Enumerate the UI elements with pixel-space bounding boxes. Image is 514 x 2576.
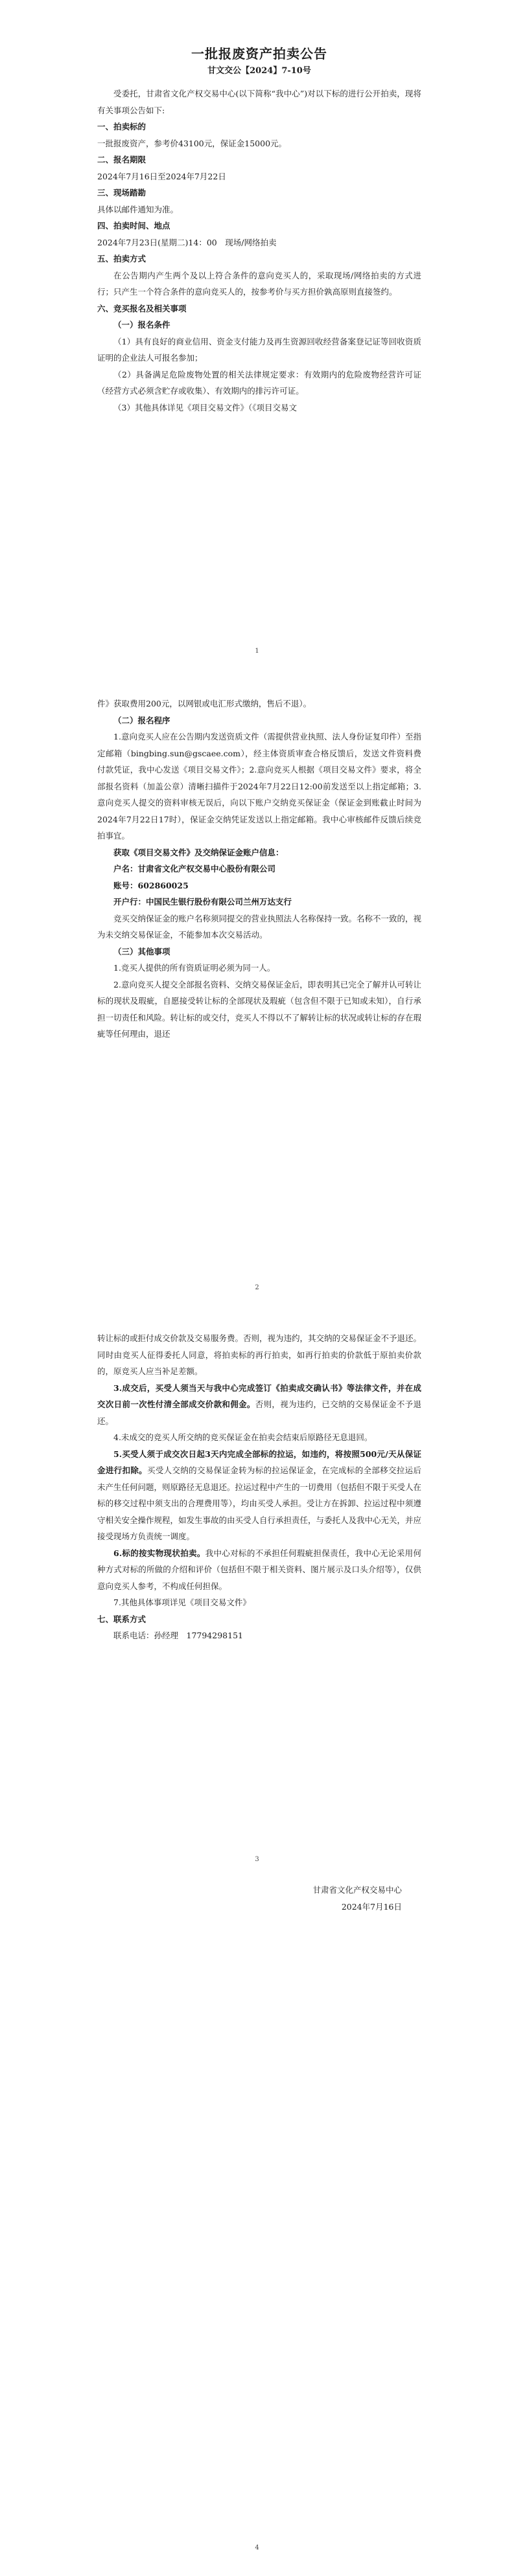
condition-3-continued: 件》获取费用200元，以网银或电汇形式缴纳，售后不退）。 bbox=[97, 699, 312, 708]
page-1 bbox=[0, 0, 514, 692]
signature-block bbox=[97, 1882, 421, 1915]
section-2-text: 2024年7月16日至2024年7月22日 bbox=[97, 171, 226, 181]
page-2 bbox=[0, 692, 514, 1325]
other-item-3-rest: 否则，视为违约，已交纳的交易保证金不予退还。 bbox=[97, 1399, 421, 1426]
page-1-content bbox=[97, 0, 421, 416]
page-4 bbox=[0, 1960, 514, 2576]
page-3 bbox=[0, 1325, 514, 1960]
section-7-heading: 七、联系方式 bbox=[97, 1614, 146, 1624]
other-item-4: 4.未成交的竞买人所交纳的竞买保证金在拍卖会结束后原路径无息退回。 bbox=[113, 1432, 373, 1442]
condition-2: （2）具备满足危险废物处置的相关法律规定要求：有效期内的危险废物经营许可证（经营方式必须含贮存或收集）、有效期内的排污许可证。 bbox=[97, 369, 421, 396]
page-number: 2 bbox=[255, 1284, 259, 1291]
section-1-text: 一批报废资产，参考价43100元，保证金15000元。 bbox=[97, 138, 287, 148]
subsection-2-heading: （二）报名程序 bbox=[113, 715, 170, 725]
subsection-1-heading: （一）报名条件 bbox=[113, 320, 170, 330]
registration-procedure: 1.意向竞买人应在公告期内发送资质文件（需提供营业执照、法人身份证复印件）至指定邮箱（bingbing.sun@gscaee.com），经主体资质审查合格反馈后，发送文件资料费付款凭证，我中心发送《项目交易文件》；2.意向竞买人根据《项目交易文件》要求，将全部报名资料（加盖公章）清晰扫描件于2024年7月22日12:00前发送至以上指定邮箱；3.意向竞买人提交的资料审核无误后，向以下账户交纳竞买保证金（保证金到账截止时间为2024年7月22日17时），保证金交纳凭证发送以上指定邮箱。我中心审核邮件反馈后续竞拍事宜。 bbox=[97, 732, 421, 841]
other-item-3-bold: 3.成交后，买受人须当天与我中心完成签订《拍卖成交确认书》等法律文件，并在成交次日前一次性付清全部成交价款和佣金。 bbox=[97, 1383, 421, 1409]
page-2-content bbox=[97, 695, 421, 1043]
section-5-heading: 五、拍卖方式 bbox=[97, 254, 146, 264]
page-number: 1 bbox=[255, 648, 259, 655]
account-name: 户名：甘肃省文化产权交易中心股份有限公司 bbox=[113, 864, 276, 874]
section-2-heading: 二、报名期限 bbox=[97, 155, 146, 164]
other-item-3 bbox=[97, 1380, 421, 1430]
other-item-5-bold: 5.买受人须于成交次日起3天内完成全部标的拉运，如违约，将按照500元/天从保证金进行扣除。 bbox=[97, 1449, 421, 1475]
account-bank: 开户行：中国民生银行股份有限公司兰州万达支行 bbox=[113, 897, 292, 907]
condition-3: （3）其他具体详见《项目交易文件》（《项目交易文 bbox=[113, 402, 297, 412]
account-info-heading: 获取《项目交易文件》及交纳保证金账户信息： bbox=[113, 847, 284, 857]
other-item-2-continued: 转让标的或拒付成交价款及交易服务费。否则，视为违约，其交纳的交易保证金不予退还。同时由竞买人征得委托人同意，将拍卖标的再行拍卖，如再行拍卖的价款低于原拍卖价款的，原竞买人应当补足差额。 bbox=[97, 1333, 422, 1376]
page-3-content bbox=[97, 1330, 421, 1644]
section-4-heading: 四、拍卖时间、地点 bbox=[97, 221, 170, 231]
section-5-text: 在公告期内产生两个及以上符合条件的意向竞买人的，采取现场/网络拍卖的方式进行；只产生一个符合条件的意向竞买人的，按参考价与买方担价孰高原则直接签约。 bbox=[97, 270, 421, 297]
account-number: 账号：602860025 bbox=[113, 880, 189, 890]
signature-date: 2024年7月16日 bbox=[341, 1901, 402, 1912]
contact-phone: 联系电话：孙经理 17794298151 bbox=[113, 1631, 243, 1640]
other-item-6 bbox=[97, 1545, 421, 1595]
other-item-5-rest: 买受人交纳的交易保证金转为标的拉运保证金，在完成标的全部移交拉运后未产生任何问题，则原路径无息退还。拉运过程中产生的一切费用（包括但不限于买受人在标的移交过程中须支出的合理费用等），均由买受人承担。受让方在拆卸、拉运过程中须遵守相关安全操作规程，如发生事故的由买受人自行承担责任，与委托人及我中心无关，并应接受现场方负责统一调度。 bbox=[97, 1465, 422, 1541]
subsection-3-heading: （三）其他事项 bbox=[113, 946, 170, 956]
signature-organization: 甘肃省文化产权交易中心 bbox=[312, 1885, 402, 1895]
other-item-6-bold: 6.标的按实物现状拍卖。 bbox=[113, 1548, 205, 1558]
page-number: 3 bbox=[255, 1856, 259, 1863]
condition-1: （1）具有良好的商业信用、资金支付能力及再生资源回收经营备案登记证等回收资质证明的企业法人可报名参加； bbox=[97, 336, 421, 363]
document-title: 一批报废资产拍卖公告 bbox=[191, 46, 327, 62]
page-number: 4 bbox=[255, 2544, 259, 2551]
section-3-text: 具体以邮件通知为准。 bbox=[97, 204, 179, 214]
section-1-heading: 一、拍卖标的 bbox=[97, 122, 146, 131]
section-6-heading: 六、竞买报名及相关事项 bbox=[97, 303, 187, 313]
other-item-7: 7.其他具体事项详见《项目交易文件》 bbox=[113, 1598, 251, 1607]
other-item-5 bbox=[97, 1446, 421, 1545]
other-item-6-rest: 我中心对标的不承担任何瑕疵担保责任，我中心无论采用何种方式对标的所做的介绍和评价（包括但不限于相关资料、图片展示及口头介绍等），仅供意向竞买人参考，不构成任何担保。 bbox=[97, 1548, 421, 1591]
section-4-text: 2024年7月23日(星期二)14：00 现场/网络拍卖 bbox=[97, 237, 277, 247]
intro-paragraph: 受委托，甘肃省文化产权交易中心(以下简称“我中心”)对以下标的进行公开拍卖，现将有关事项公告如下: bbox=[97, 89, 421, 115]
document-number: 甘文交公【2024】7-10号 bbox=[207, 66, 311, 76]
other-item-2: 2.意向竞买人提交全部报名资料、交纳交易保证金后，即表明其已完全了解并认可转让标的现状及瑕疵，自愿接受转让标的全部现状及瑕疵（包含但不限于已知或未知），自行承担一切责任和风险。转让标的或交付，竞买人不得以不了解转让标的状况或转让标的存在瑕疵等任何理由，退还 bbox=[97, 979, 422, 1039]
other-item-1: 1.竞买人提供的所有资质证明必须为同一人。 bbox=[113, 963, 275, 973]
section-3-heading: 三、现场踏勘 bbox=[97, 188, 146, 198]
account-note: 竞买交纳保证金的账户名称须同提交的营业执照法人名称保持一致。名称不一致的，视为未交纳交易保证金，不能参加本次交易活动。 bbox=[97, 913, 422, 940]
